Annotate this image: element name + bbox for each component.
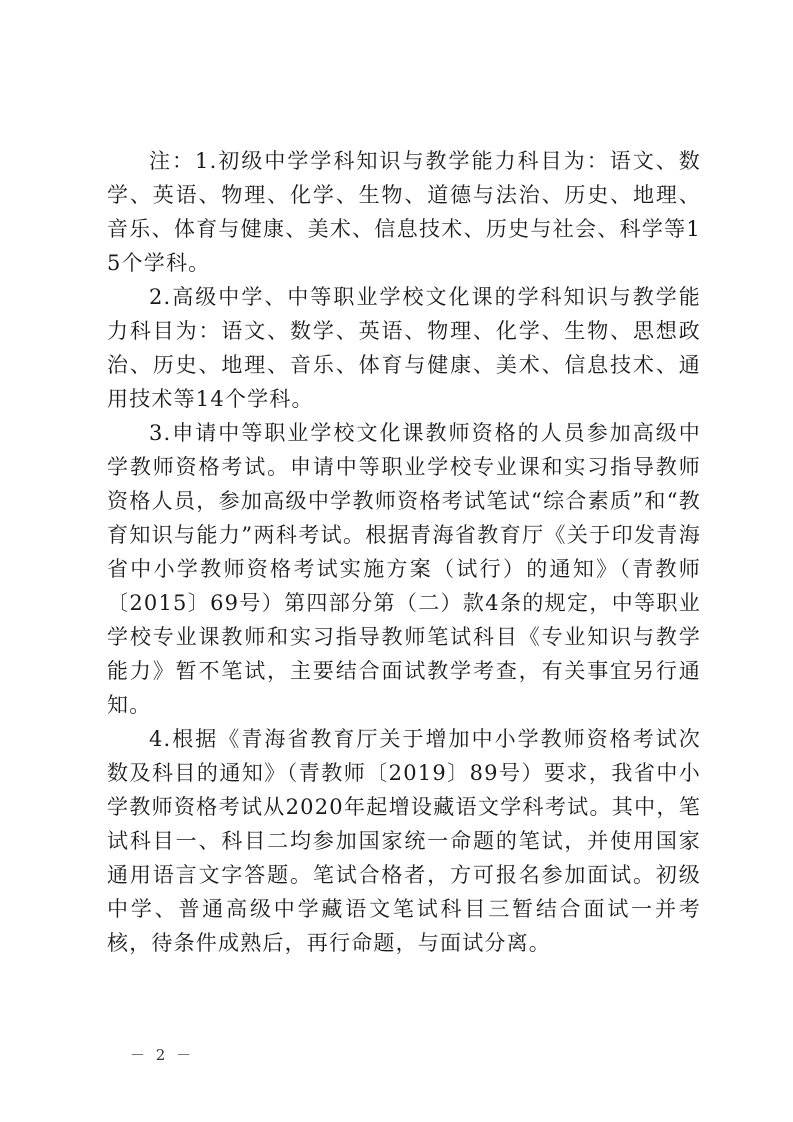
note-paragraph-1: 注：1.初级中学学科知识与教学能力科目为：语文、数学、英语、物理、化学、生物、道德与法治、历史、地理、音乐、体育与健康、美术、信息技术、历史与社会、科学等15个学科。 <box>107 149 701 275</box>
note-paragraph-3: 3.申请中等职业学校文化课教师资格的人员参加高级中学教师资格考试。申请中等职业学校专业课和实习指导教师资格人员，参加高级中学教师资格考试笔试“综合素质”和“教育知识与能力”两科考试。根据青海省教育厅《关于印发青海省中小学教师资格考试实施方案（试行）的通知》（青教师〔2015〕69号）第四部分第（二）款4条的规定，中等职业学校专业课教师和实习指导教师笔试科目《专业知识与教学能力》暂不笔试，主要结合面试教学考查，有关事宜另行通知。 <box>107 421 701 717</box>
note-paragraph-4: 4.根据《青海省教育厅关于增加中小学教师资格考试次数及科目的通知》（青教师〔2019〕89号）要求，我省中小学教师资格考试从2020年起增设藏语文学科考试。其中，笔试科目一、科目二均参加国家统一命题的笔试，并使用国家通用语言文字答题。笔试合格者，方可报名参加面试。初级中学、普通高级中学藏语文笔试科目三暂结合面试一并考核，待条件成熟后，再行命题，与面试分离。 <box>107 727 701 955</box>
note-paragraph-2: 2.高级中学、中等职业学校文化课的学科知识与教学能力科目为：语文、数学、英语、物理、化学、生物、思想政治、历史、地理、音乐、体育与健康、美术、信息技术、通用技术等14个学科。 <box>107 285 701 411</box>
page-number: － 2 － <box>130 1046 195 1064</box>
document-body <box>107 144 701 960</box>
